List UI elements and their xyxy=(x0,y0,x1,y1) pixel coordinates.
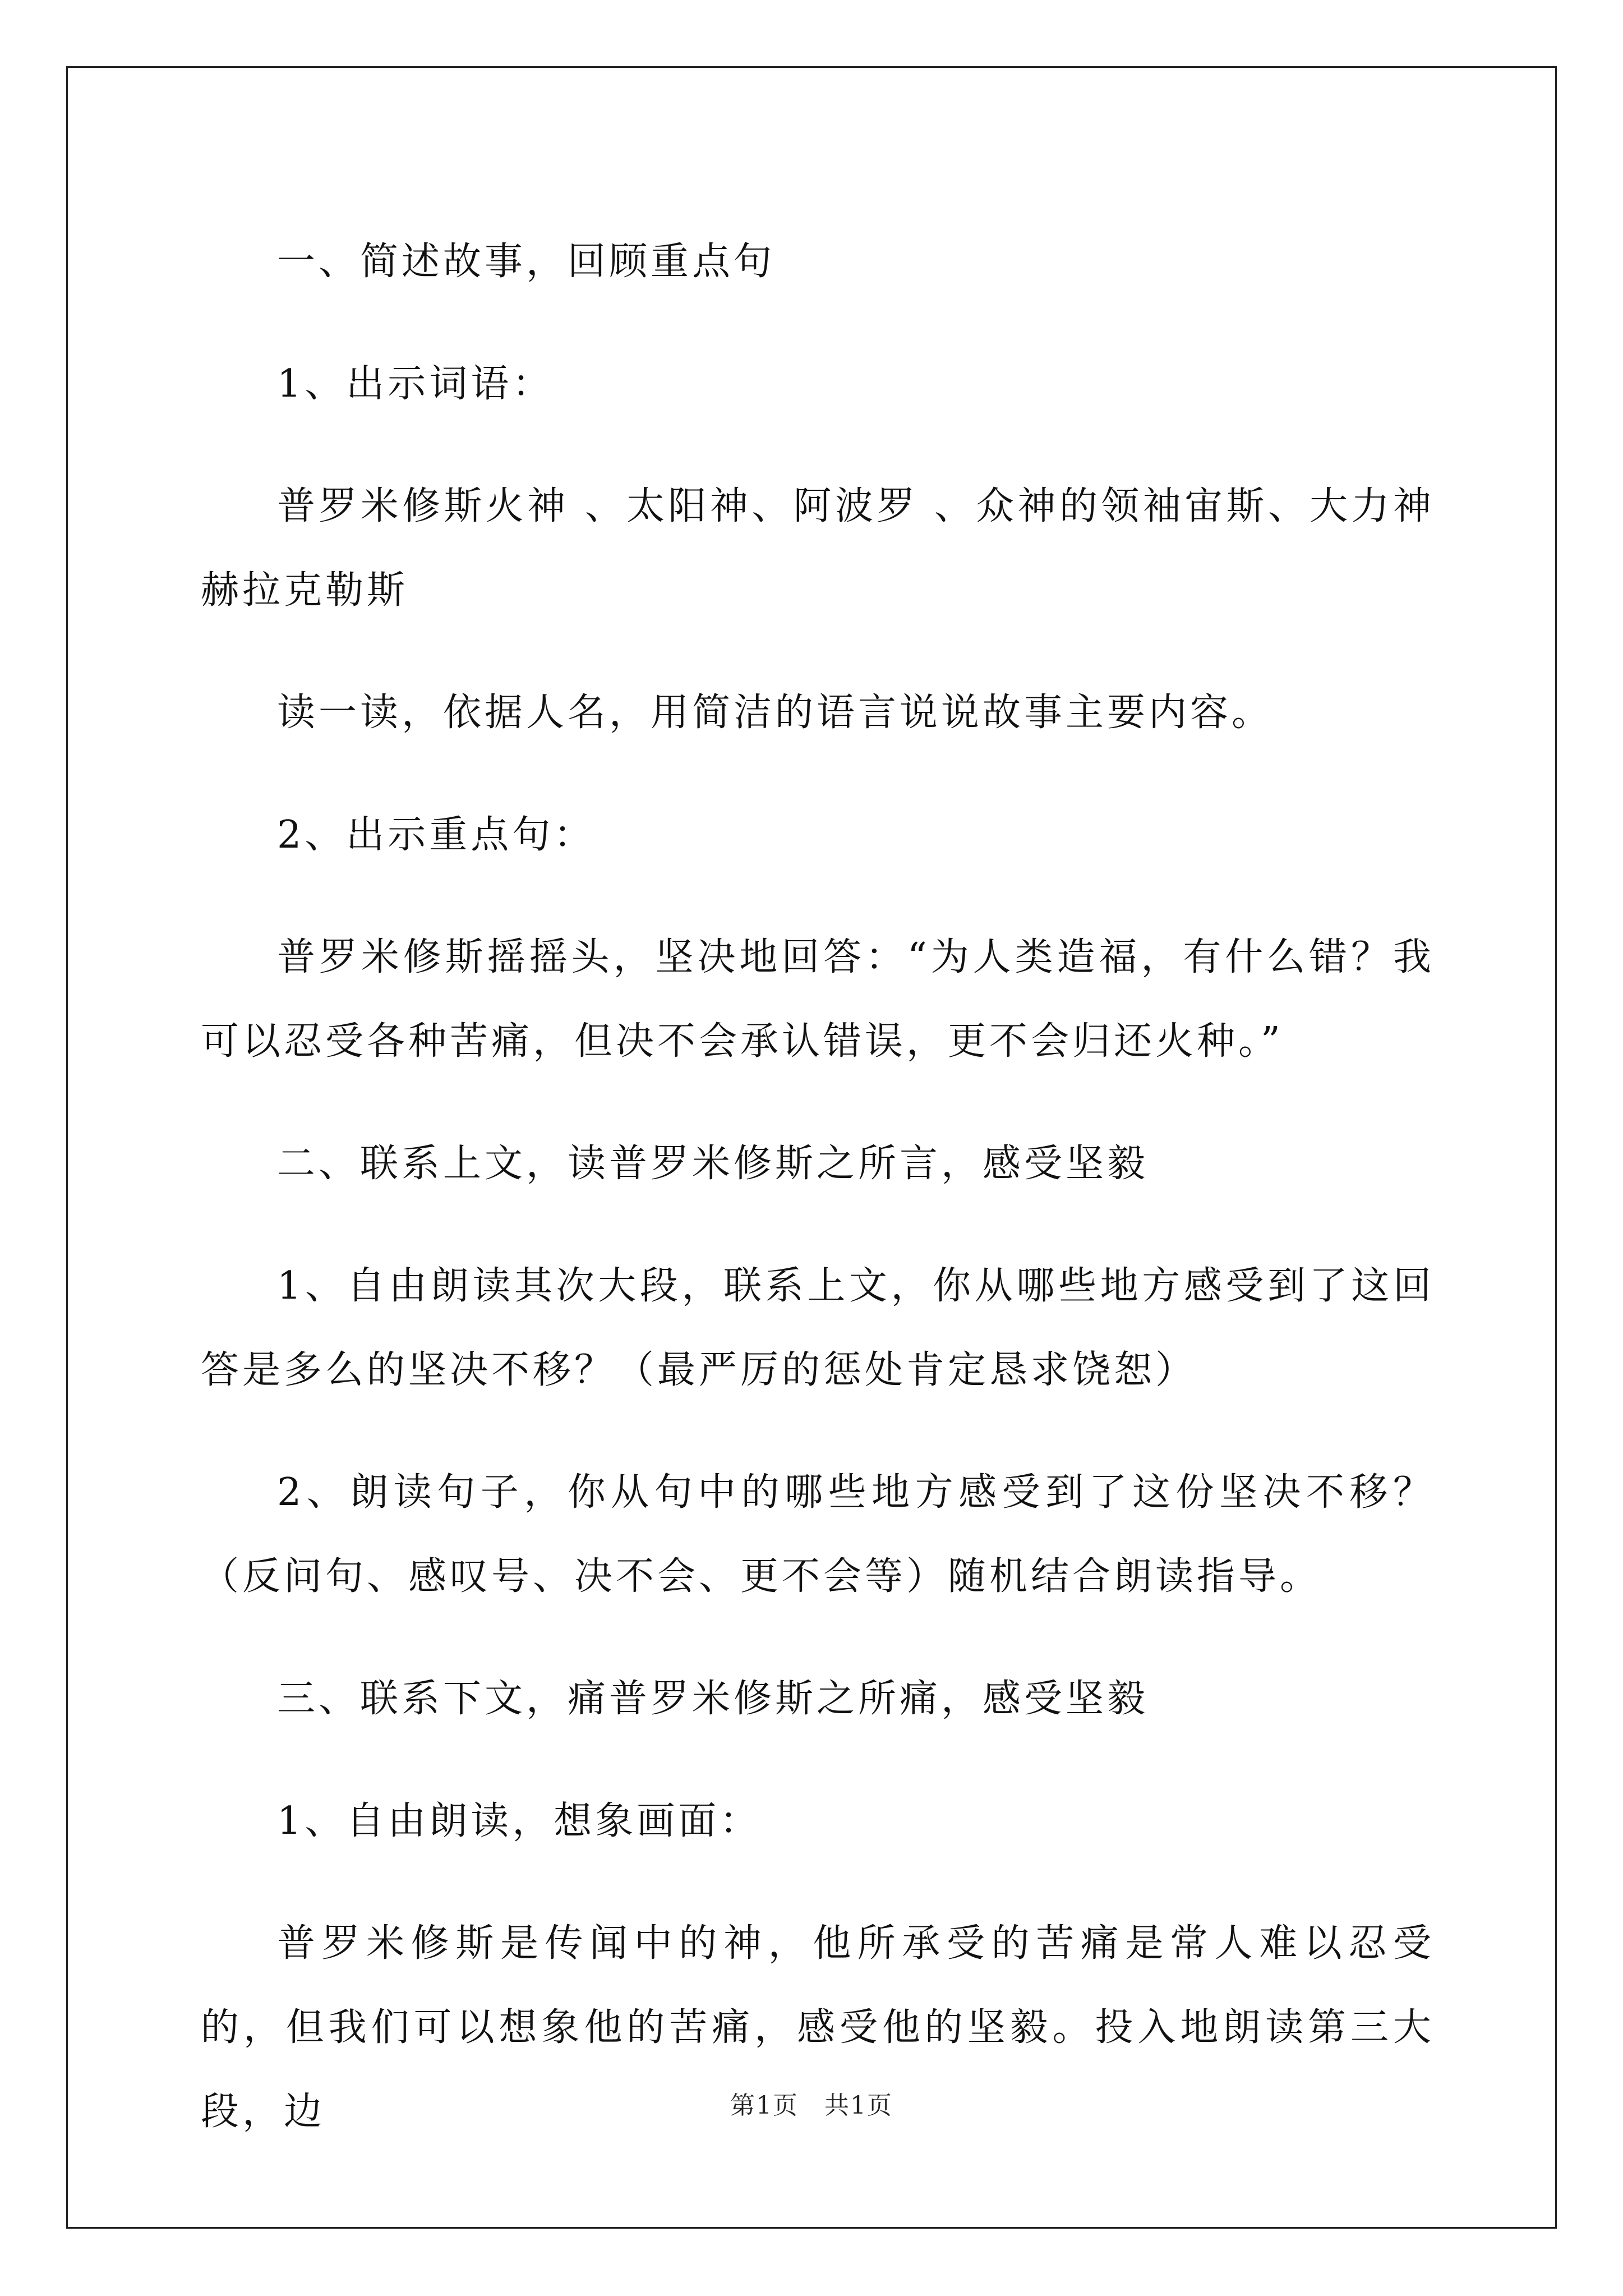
paragraph: 读一读，依据人名，用简洁的语言说说故事主要内容。 xyxy=(277,691,1274,735)
section-heading-1: 一、简述故事，回顾重点句 xyxy=(277,240,776,284)
paragraph: 普罗米修斯火神 、太阳神、阿波罗 、众神的领袖宙斯、大力神赫拉克勒斯 xyxy=(201,484,1435,613)
page-number: 第1页 共1页 xyxy=(730,2091,893,2120)
paragraph: 2、朗读句子，你从句中的哪些地方感受到了这份坚决不移？（反问句、感叹号、决不会、更不会等）随机结合朗读指导。 xyxy=(201,1470,1435,1599)
document-body xyxy=(201,220,1435,2192)
section-heading-2: 二、联系上文，读普罗米修斯之所言，感受坚毅 xyxy=(277,1142,1149,1186)
paragraph: 1、自由朗读其次大段，联系上文，你从哪些地方感受到了这回答是多么的坚决不移？（最严厉的惩处肯定恳求饶恕） xyxy=(201,1264,1435,1392)
section-heading-3: 三、联系下文，痛普罗米修斯之所痛，感受坚毅 xyxy=(277,1677,1149,1721)
paragraph: 2、出示重点句： xyxy=(277,813,596,857)
paragraph: 1、出示词语： xyxy=(277,362,554,406)
paragraph: 1、自由朗读，想象画面： xyxy=(277,1799,762,1843)
paragraph: 普罗米修斯是传闻中的神，他所承受的苦痛是常人难以忍受的，但我们可以想象他的苦痛，感受他的坚毅。投入地朗读第三大段，边 xyxy=(201,1921,1435,2134)
paragraph: 普罗米修斯摇摇头，坚决地回答：“为人类造福，有什么错？我可以忍受各种苦痛，但决不会承认错误，更不会归还火种。” xyxy=(201,935,1435,1064)
